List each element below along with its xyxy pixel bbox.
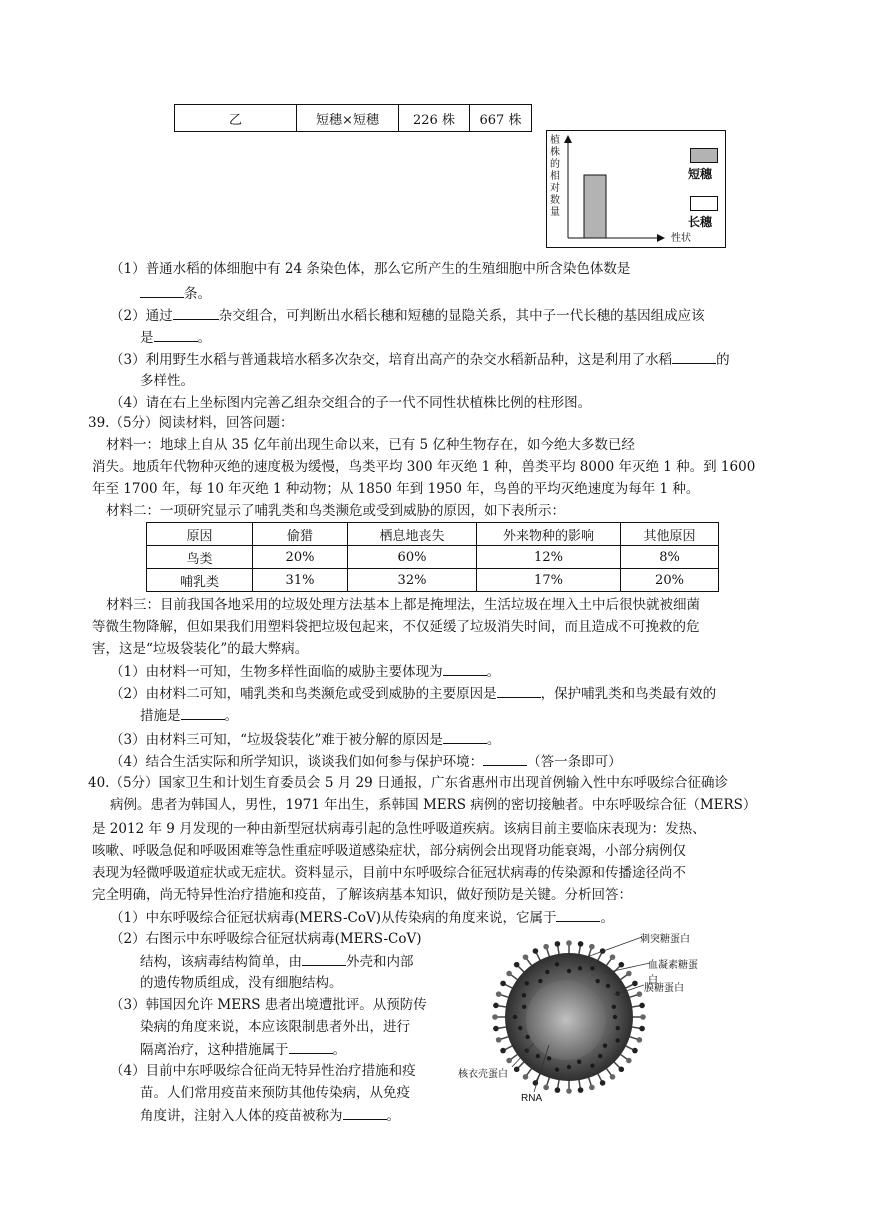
spike-head bbox=[626, 971, 632, 977]
q39-q4: （4）结合生活实际和所学知识，谈谈我们如何参与保护环境： （答一条即可） bbox=[110, 751, 622, 772]
table-header: 栖息地丧失 bbox=[348, 523, 477, 546]
table-cell: 鸟类 bbox=[147, 546, 253, 569]
spike-head bbox=[619, 1067, 625, 1073]
spike-head bbox=[493, 1026, 499, 1032]
label-spike-glycoprotein: 刺突糖蛋白 bbox=[640, 934, 690, 945]
nucleocapsid-dot bbox=[598, 1054, 602, 1058]
spike-head bbox=[514, 962, 520, 968]
legend-swatch-short bbox=[690, 148, 718, 163]
spike-head bbox=[555, 941, 561, 947]
y-axis-label-char: 植 bbox=[550, 135, 560, 146]
nucleocapsid-dot bbox=[578, 966, 582, 970]
table-cell: 8% bbox=[621, 546, 719, 569]
nucleocapsid-dot bbox=[595, 979, 599, 983]
answer-blank[interactable] bbox=[173, 305, 219, 320]
spike-head bbox=[632, 1048, 638, 1054]
nucleocapsid-dot bbox=[525, 1035, 529, 1039]
q40-para-5: 表现为轻微呼吸道症状或无症状。资料显示，目前中东呼吸综合征冠状病毒的传染源和传播途径尚不 bbox=[92, 865, 686, 881]
nucleocapsid-dot bbox=[547, 1056, 551, 1060]
x-axis-arrow bbox=[657, 234, 665, 242]
spike-head bbox=[589, 944, 595, 950]
spike-head bbox=[523, 1074, 529, 1080]
answer-blank[interactable] bbox=[483, 751, 527, 766]
q39-q1: （1）由材料一可知，生物多样性面临的威胁主要体现为 。 bbox=[110, 661, 500, 682]
q40-q4c: 角度讲，注射入人体的疫苗被称为 。 bbox=[140, 1105, 400, 1126]
q40-q4a: （4）目前中东呼吸综合征尚无特异性治疗措施和疫 bbox=[110, 1063, 416, 1079]
q38-2-text: （2）通过 杂交组合，可判断出水稻长穗和短穗的显隐关系，其中子一代长穗的基因组成应该 bbox=[110, 305, 705, 326]
table-header: 外来物种的影响 bbox=[477, 523, 621, 546]
spike-head bbox=[533, 948, 539, 954]
q39-q2b: 措施是 。 bbox=[140, 705, 238, 726]
q39-q2: （2）由材料二可知，哺乳类和鸟类濒危或受到威胁的主要原因是 ，保护哺乳类和鸟类最有效的 bbox=[110, 683, 716, 704]
spike-head bbox=[506, 971, 512, 977]
nucleocapsid-dot bbox=[522, 993, 526, 997]
table-header: 偷猎 bbox=[253, 523, 348, 546]
spike-head bbox=[589, 1085, 595, 1091]
nucleocapsid-dot bbox=[567, 969, 571, 973]
spike-head bbox=[619, 962, 625, 968]
nucleocapsid-dot bbox=[518, 1026, 522, 1030]
table-cell: 哺乳类 bbox=[147, 569, 253, 592]
table-row bbox=[147, 569, 719, 592]
legend-label-long: 长穗 bbox=[688, 215, 713, 229]
nucleocapsid-dot bbox=[555, 1067, 559, 1071]
q38-1b: 条。 bbox=[140, 283, 211, 304]
answer-blank[interactable] bbox=[497, 683, 541, 698]
spike-head bbox=[492, 1014, 498, 1020]
nucleocapsid-dot bbox=[567, 1065, 571, 1069]
y-axis-label-char: 量 bbox=[550, 207, 560, 218]
q39-material-1c: 年至 1700 年，每 10 年灭绝 1 种动物；从 1850 年到 1950 年，鸟兽的平均灭绝速度为每年 1 种。 bbox=[92, 481, 700, 497]
q38-4-text: （4）请在右上坐标图内完善乙组杂交组合的子一代不同性状植株比例的柱形图。 bbox=[110, 395, 592, 411]
nucleocapsid-dot bbox=[615, 1038, 619, 1042]
nucleocapsid-dot bbox=[513, 1015, 517, 1019]
spike-head bbox=[632, 981, 638, 987]
table-header: 原因 bbox=[147, 523, 253, 546]
virus-core bbox=[526, 980, 606, 1060]
table-header: 其他原因 bbox=[621, 523, 719, 546]
q38-3-text: （3）利用野生水稻与普通栽培水稻多次杂交，培育出高产的杂交水稻新品种，这是利用了水稻 的 bbox=[110, 349, 730, 370]
answer-blank[interactable] bbox=[302, 951, 346, 966]
table-cell: 20% bbox=[253, 546, 348, 569]
table-cell: 乙 bbox=[175, 105, 297, 132]
spike-head bbox=[555, 1087, 561, 1093]
q39-material-1b: 消失。地质年代物种灭绝的速度极为缓慢，鸟类平均 300 年灭绝 1 种，兽类平均 8000 年灭绝 1 种。到 1600 bbox=[92, 459, 756, 475]
table-cell: 12% bbox=[477, 546, 621, 569]
virus-diagram bbox=[454, 925, 704, 1109]
nucleocapsid-dot bbox=[603, 1043, 607, 1047]
label-membrane-glycoprotein: 膜糖蛋白 bbox=[644, 983, 684, 994]
q40-q2b: 结构，该病毒结构简单，由 外壳和内部 bbox=[140, 951, 414, 972]
nucleocapsid-dot bbox=[536, 1054, 540, 1058]
y-axis-arrow bbox=[564, 135, 572, 143]
x-axis-label: 性状 bbox=[671, 233, 691, 244]
nucleocapsid-dot bbox=[545, 970, 549, 974]
bar-短穗 bbox=[584, 175, 606, 238]
spike-head bbox=[493, 1003, 499, 1009]
spike-head bbox=[639, 1003, 645, 1009]
y-axis-label-char: 相 bbox=[550, 171, 560, 182]
nucleocapsid-dot bbox=[590, 1063, 594, 1067]
q40-para-4: 咳嗽、呼吸急促和呼吸困难等急性重症呼吸道感染症状，部分病例会出现肾功能衰竭，小部分病例仅 bbox=[92, 843, 686, 859]
q40-para-2: 病例。患者为韩国人，男性，1971 年出生，系韩国 MERS 病例的密切接触者。中东呼吸综合征（MERS） bbox=[110, 797, 757, 813]
legend-label-short: 短穗 bbox=[688, 167, 713, 181]
table-cell: 20% bbox=[621, 569, 719, 592]
bar-chart bbox=[546, 130, 726, 248]
answer-blank[interactable] bbox=[181, 705, 225, 720]
y-axis-label-char: 数 bbox=[550, 195, 560, 206]
label-rna: RNA bbox=[521, 1093, 543, 1104]
q40-q2c: 的遗传物质组成，没有细胞结构。 bbox=[140, 975, 343, 991]
spike-head bbox=[610, 1074, 616, 1080]
table-cell: 32% bbox=[348, 569, 477, 592]
q39-material-2: 材料二：一项研究显示了哺乳类和鸟类濒危或受到威胁的原因，如下表所示： bbox=[106, 503, 565, 519]
q39-material-3c: 害，这是“垃圾袋装化”的最大弊病。 bbox=[92, 641, 309, 657]
answer-blank[interactable] bbox=[443, 729, 487, 744]
answer-blank[interactable] bbox=[140, 283, 184, 298]
q40-q3a: （3）韩国因允许 MERS 患者出境遭批评。从预防传 bbox=[110, 997, 427, 1013]
q40-q1: （1）中东呼吸综合征冠状病毒(MERS-CoV)从传染病的角度来说，它属于 。 bbox=[110, 907, 614, 928]
answer-blank[interactable] bbox=[443, 661, 487, 676]
spike-head bbox=[566, 1088, 572, 1094]
nucleocapsid-dot bbox=[525, 981, 529, 985]
nucleocapsid-dot bbox=[590, 966, 594, 970]
spike-head bbox=[514, 1067, 520, 1073]
threat-table bbox=[146, 522, 719, 592]
spike-head bbox=[637, 1037, 643, 1043]
table-row bbox=[175, 105, 532, 132]
table-cell: 667 株 bbox=[470, 105, 532, 132]
nucleocapsid-dot bbox=[616, 1026, 620, 1030]
table-row bbox=[147, 546, 719, 569]
label-nucleocapsid: 核衣壳蛋白 bbox=[458, 1069, 508, 1080]
spike-head bbox=[578, 941, 584, 947]
y-axis-label-char: 的 bbox=[550, 159, 560, 170]
q40-q4b: 苗。人们常用疫苗来预防其他传染病，从免疫 bbox=[140, 1085, 410, 1101]
spike-head bbox=[639, 1026, 645, 1032]
spike-head bbox=[506, 1058, 512, 1064]
nucleocapsid-dot bbox=[538, 979, 542, 983]
table-header-row bbox=[147, 523, 719, 546]
answer-blank[interactable] bbox=[343, 1105, 387, 1120]
answer-blank[interactable] bbox=[154, 327, 198, 342]
table-cell: 31% bbox=[253, 569, 348, 592]
nucleocapsid-dot bbox=[577, 1060, 581, 1064]
answer-blank[interactable] bbox=[672, 349, 716, 364]
virus-illustration bbox=[454, 925, 704, 1109]
spike-head bbox=[496, 991, 502, 997]
table-cell: 226 株 bbox=[399, 105, 470, 132]
q40-para-6: 完全明确，尚无特异性治疗措施和疫苗，了解该病基本知识，做好预防是关键。分析回答： bbox=[92, 887, 632, 903]
q39-q3: （3）由材料三可知，“垃圾袋装化”难于被分解的原因是 。 bbox=[110, 729, 500, 750]
q39-heading: 39.（5分）阅读材料，回答问题： bbox=[88, 415, 294, 431]
q39-material-3b: 等微生物降解，但如果我们用塑料袋把垃圾包起来，不仅延缓了垃圾消失时间，而且造成不可挽救的危 bbox=[92, 619, 700, 635]
spike-head bbox=[523, 954, 529, 960]
q39-material-3a: 材料三：目前我国各地采用的垃圾处理方法基本上都是掩埋法，生活垃圾在埋入土中后很快就被细菌 bbox=[106, 597, 700, 613]
nucleocapsid-dot bbox=[522, 1005, 526, 1009]
spike-head bbox=[610, 954, 616, 960]
spike-head bbox=[543, 1085, 549, 1091]
q40-q2a: （2）右图示中东呼吸综合征冠状病毒(MERS-CoV) bbox=[110, 931, 422, 947]
nucleocapsid-dot bbox=[606, 984, 610, 988]
spike-head bbox=[500, 981, 506, 987]
y-axis-label-char: 株 bbox=[550, 147, 560, 158]
label-hemagglutinin: 血凝素糖蛋白 bbox=[648, 960, 698, 986]
q38-1-text: （1）普通水稻的体细胞中有 24 条染色体，那么它所产生的生殖细胞中所含染色体数是 bbox=[110, 261, 631, 277]
spike-head bbox=[640, 1014, 646, 1020]
nucleocapsid-dot bbox=[555, 962, 559, 966]
q40-para-3: 是 2012 年 9 月发现的一种由新型冠状病毒引起的急性呼吸道疾病。该病目前主要临床表现为：发热、 bbox=[92, 821, 706, 837]
table-cell: 60% bbox=[348, 546, 477, 569]
spike-head bbox=[566, 940, 572, 946]
spike-head bbox=[600, 1080, 606, 1086]
q40-para-1: 40.（5分）国家卫生和计划生育委员会 5 月 29 日通报，广东省惠州市出现首例输入性中东呼吸综合征确诊 bbox=[88, 775, 728, 791]
nucleocapsid-dot bbox=[612, 1005, 616, 1009]
legend-swatch-long bbox=[690, 196, 718, 211]
spike-head bbox=[496, 1037, 502, 1043]
q40-q3c: 隔离治疗，这种措施属于 。 bbox=[140, 1039, 346, 1060]
y-axis-label-char: 对 bbox=[550, 183, 560, 194]
cross-table bbox=[174, 104, 532, 132]
spike-head bbox=[637, 991, 643, 997]
spike-head bbox=[578, 1087, 584, 1093]
spike-head bbox=[626, 1058, 632, 1064]
spike-head bbox=[500, 1048, 506, 1054]
table-cell: 17% bbox=[477, 569, 621, 592]
answer-blank[interactable] bbox=[556, 907, 600, 922]
answer-blank[interactable] bbox=[289, 1039, 333, 1054]
table-cell: 短穗×短穗 bbox=[297, 105, 399, 132]
q38-2b: 是 。 bbox=[140, 327, 211, 348]
q40-q3b: 染病的角度来说，本应该限制患者外出，进行 bbox=[140, 1019, 410, 1035]
q38-3b: 多样性。 bbox=[140, 373, 194, 389]
q39-material-1a: 材料一：地球上自从 35 亿年前出现生命以来，已有 5 亿种生物存在，如今绝大多数已经 bbox=[106, 437, 635, 453]
nucleocapsid-dot bbox=[613, 1015, 617, 1019]
spike-head bbox=[543, 944, 549, 950]
